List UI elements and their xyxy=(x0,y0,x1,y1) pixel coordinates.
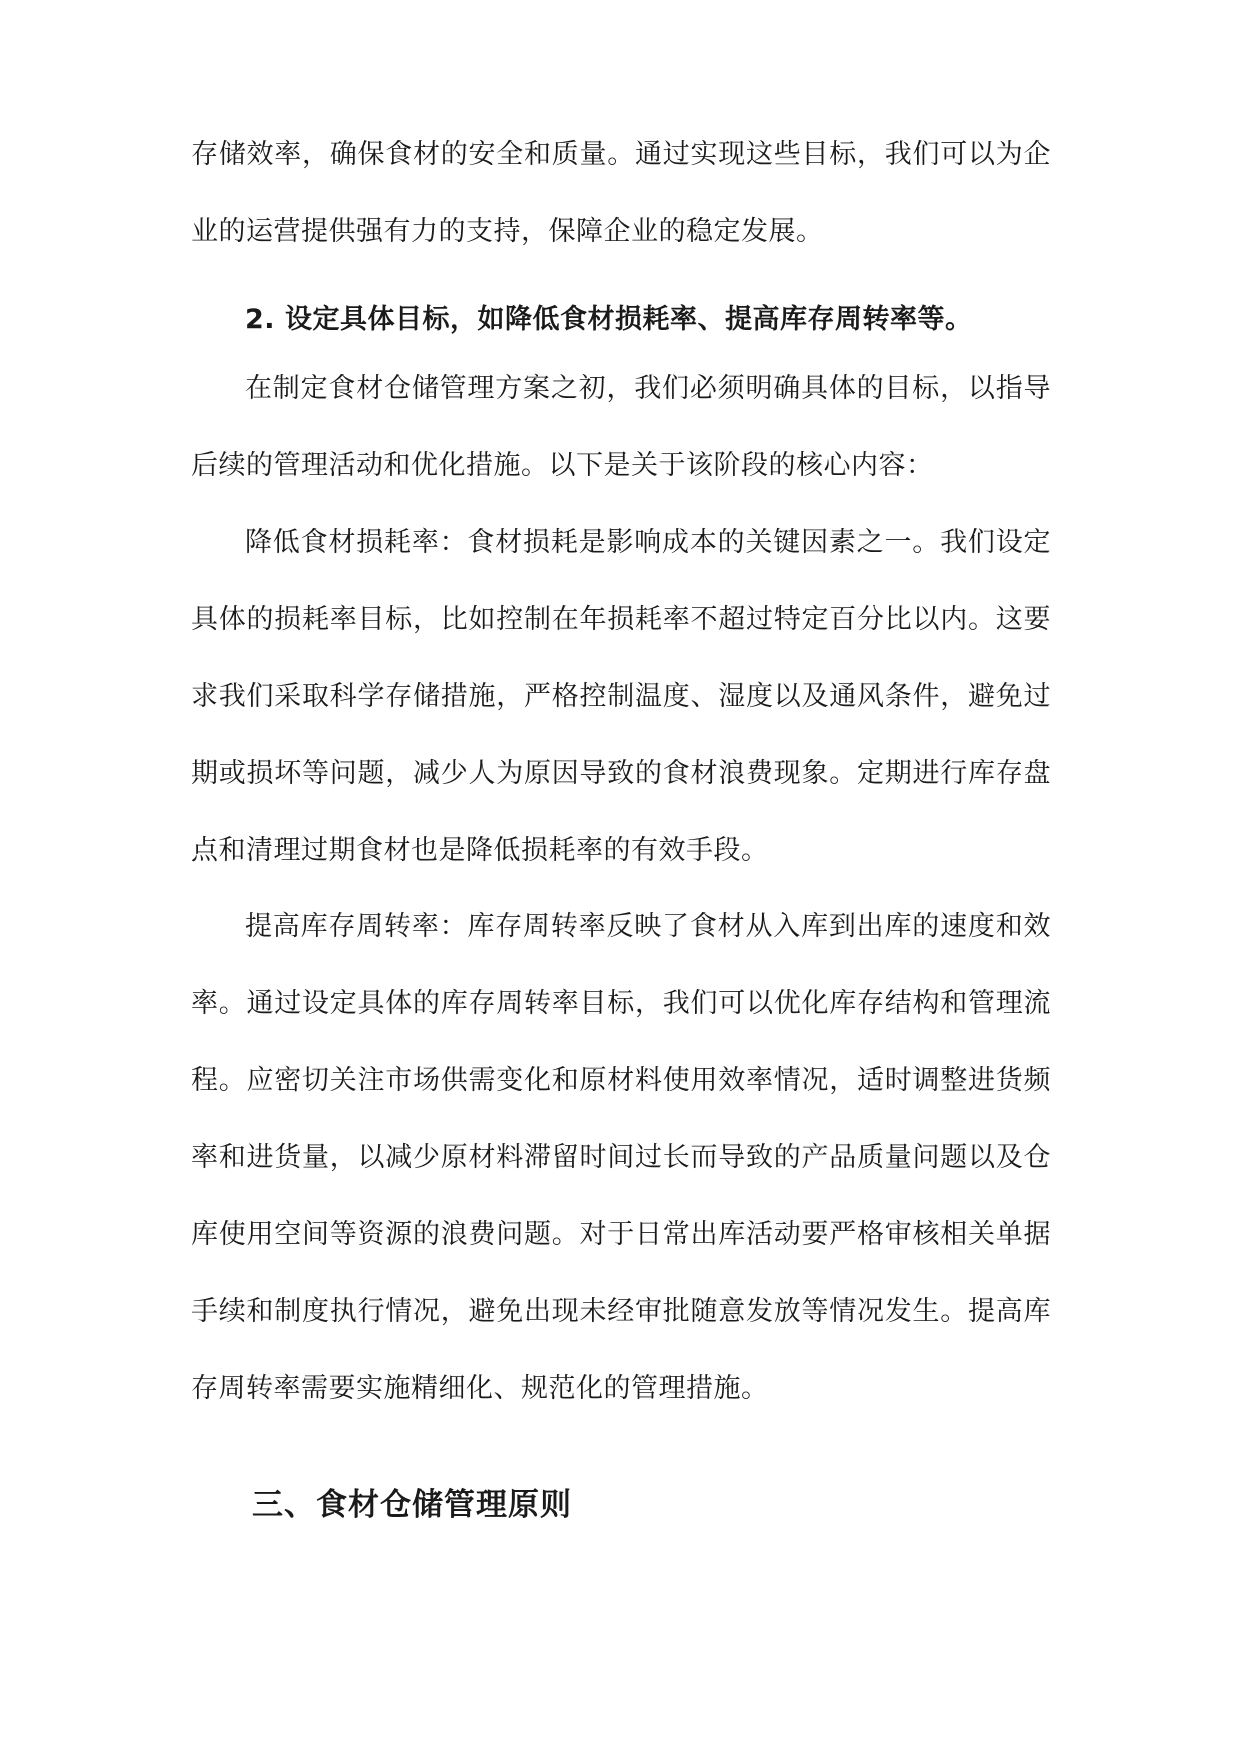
subheading: 2. 设定具体目标，如降低食材损耗率、提高库存周转率等。 xyxy=(245,304,973,335)
continuation-paragraph: 存储效率，确保食材的安全和质量。通过实现这些目标，我们可以为企业的运营提供强有力的支持，保障企业的稳定发展。 xyxy=(191,139,1051,247)
section-heading: 三、食材仓储管理原则 xyxy=(252,1487,572,1523)
body-paragraph-intro: 在制定食材仓储管理方案之初，我们必须明确具体的目标，以指导后续的管理活动和优化措施。以下是关于该阶段的核心内容： xyxy=(191,373,1051,481)
body-paragraph-loss-rate: 降低食材损耗率：食材损耗是影响成本的关键因素之一。我们设定具体的损耗率目标，比如控制在年损耗率不超过特定百分比以内。这要求我们采取科学存储措施，严格控制温度、湿度以及通风条件，避免过期或损坏等问题，减少人为原因导致的食材浪费现象。定期进行库存盘点和清理过期食材也是降低损耗率的有效手段。 xyxy=(191,527,1051,866)
body-paragraph-turnover-rate: 提高库存周转率：库存周转率反映了食材从入库到出库的速度和效率。通过设定具体的库存周转率目标，我们可以优化库存结构和管理流程。应密切关注市场供需变化和原材料使用效率情况，适时调整进货频率和进货量，以减少原材料滞留时间过长而导致的产品质量问题以及仓库使用空间等资源的浪费问题。对于日常出库活动要严格审核相关单据手续和制度执行情况，避免出现未经审批随意发放等情况发生。提高库存周转率需要实施精细化、规范化的管理措施。 xyxy=(191,911,1051,1404)
